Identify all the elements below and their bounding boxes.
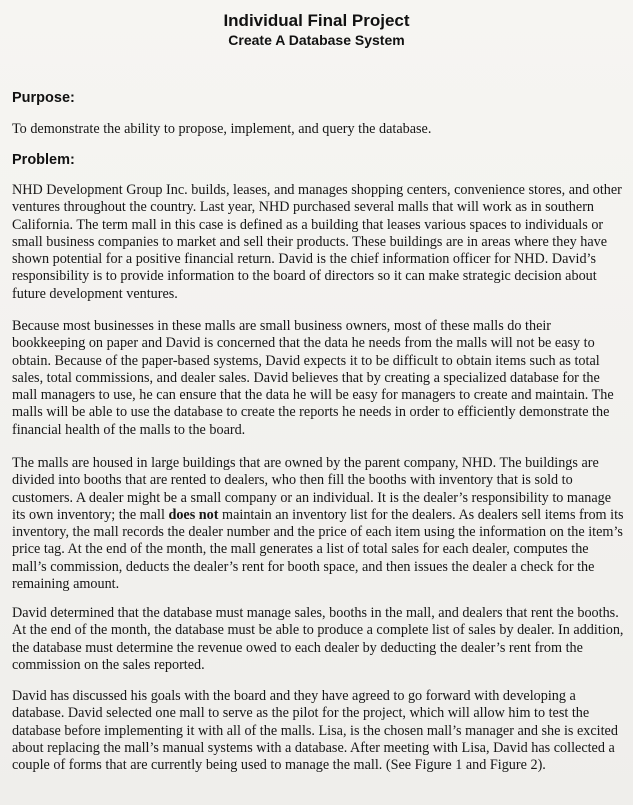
purpose-heading: Purpose:	[12, 90, 75, 106]
problem-paragraph-2: Because most businesses in these malls are small business owners, most of these malls do their bookkeeping on paper and David is concerned that the data he needs from the malls will not be easy to obtain. Because of the paper-based systems, David expects it to be difficult to obtain items such as total sales, total commissions, and dealer sales. David believes that by creating a specialized database for the mall managers to use, he can ensure that the data he will be easy for managers to create and maintain. The malls will be able to use the database to create the reports he needs in order to efficiently demonstrate the financial health of the malls to the board.	[12, 318, 614, 438]
problem-paragraph-5: David has discussed his goals with the board and they have agreed to go forward with developing a database. David selected one mall to serve as the pilot for the project, which will allow him to test the database before implementing it with all of the malls. Lisa, is the chosen mall’s manager and she is excited about replacing the mall’s manual systems with a database. After meeting with Lisa, David has collected a couple of forms that are currently being used to manage the mall. (See Figure 1 and Figure 2).	[12, 688, 618, 774]
document-title: Individual Final Project	[223, 11, 410, 30]
problem-paragraph-3	[12, 455, 624, 593]
paragraph-3-part-b: maintain an inventory list for the dealers. As dealers sell items from its inventory, the mall records the dealer number and the price of each item using the information on the item’s price tag. At the end of the month, the mall generates a list of total sales for each dealer, computes the mall’s commission, deducts the dealer’s rent for booth space, and then issues the dealer a check for the remaining amount.	[12, 506, 624, 593]
paragraph-3-emphasis: does not	[168, 506, 219, 523]
problem-paragraph-4: David determined that the database must manage sales, booths in the mall, and dealers that rent the booths. At the end of the month, the database must be able to produce a complete list of sales by dealer. In addition, the database must determine the revenue owed to each dealer by deducting the dealer’s rent from the commission on the sales reported.	[12, 605, 624, 673]
problem-paragraph-1: NHD Development Group Inc. builds, leases, and manages shopping centers, convenience stores, and other ventures throughout the country. Last year, NHD purchased several malls that will work as in southern California. The term mall in this case is defined as a building that leases various spaces to individuals or small business companies to market and sell their products. These buildings are in areas where they have shown potential for a positive financial return. David is the chief information officer for NHD. David’s responsibility is to provide information to the board of directors so it can make strategic decision about future development ventures.	[12, 182, 622, 302]
paragraph-3-part-a: The malls are housed in large buildings that are owned by the parent company, NHD. The buildings are divided into booths that are rented to dealers, who then fill the booths with inventory that is sold to customers. A dealer might be a small company or an individual. It is the dealer’s responsibility to manage its own inventory; the mall	[12, 455, 612, 523]
document-subtitle: Create A Database System	[228, 32, 405, 48]
problem-heading: Problem:	[12, 152, 75, 168]
purpose-text: To demonstrate the ability to propose, implement, and query the database.	[12, 121, 432, 137]
